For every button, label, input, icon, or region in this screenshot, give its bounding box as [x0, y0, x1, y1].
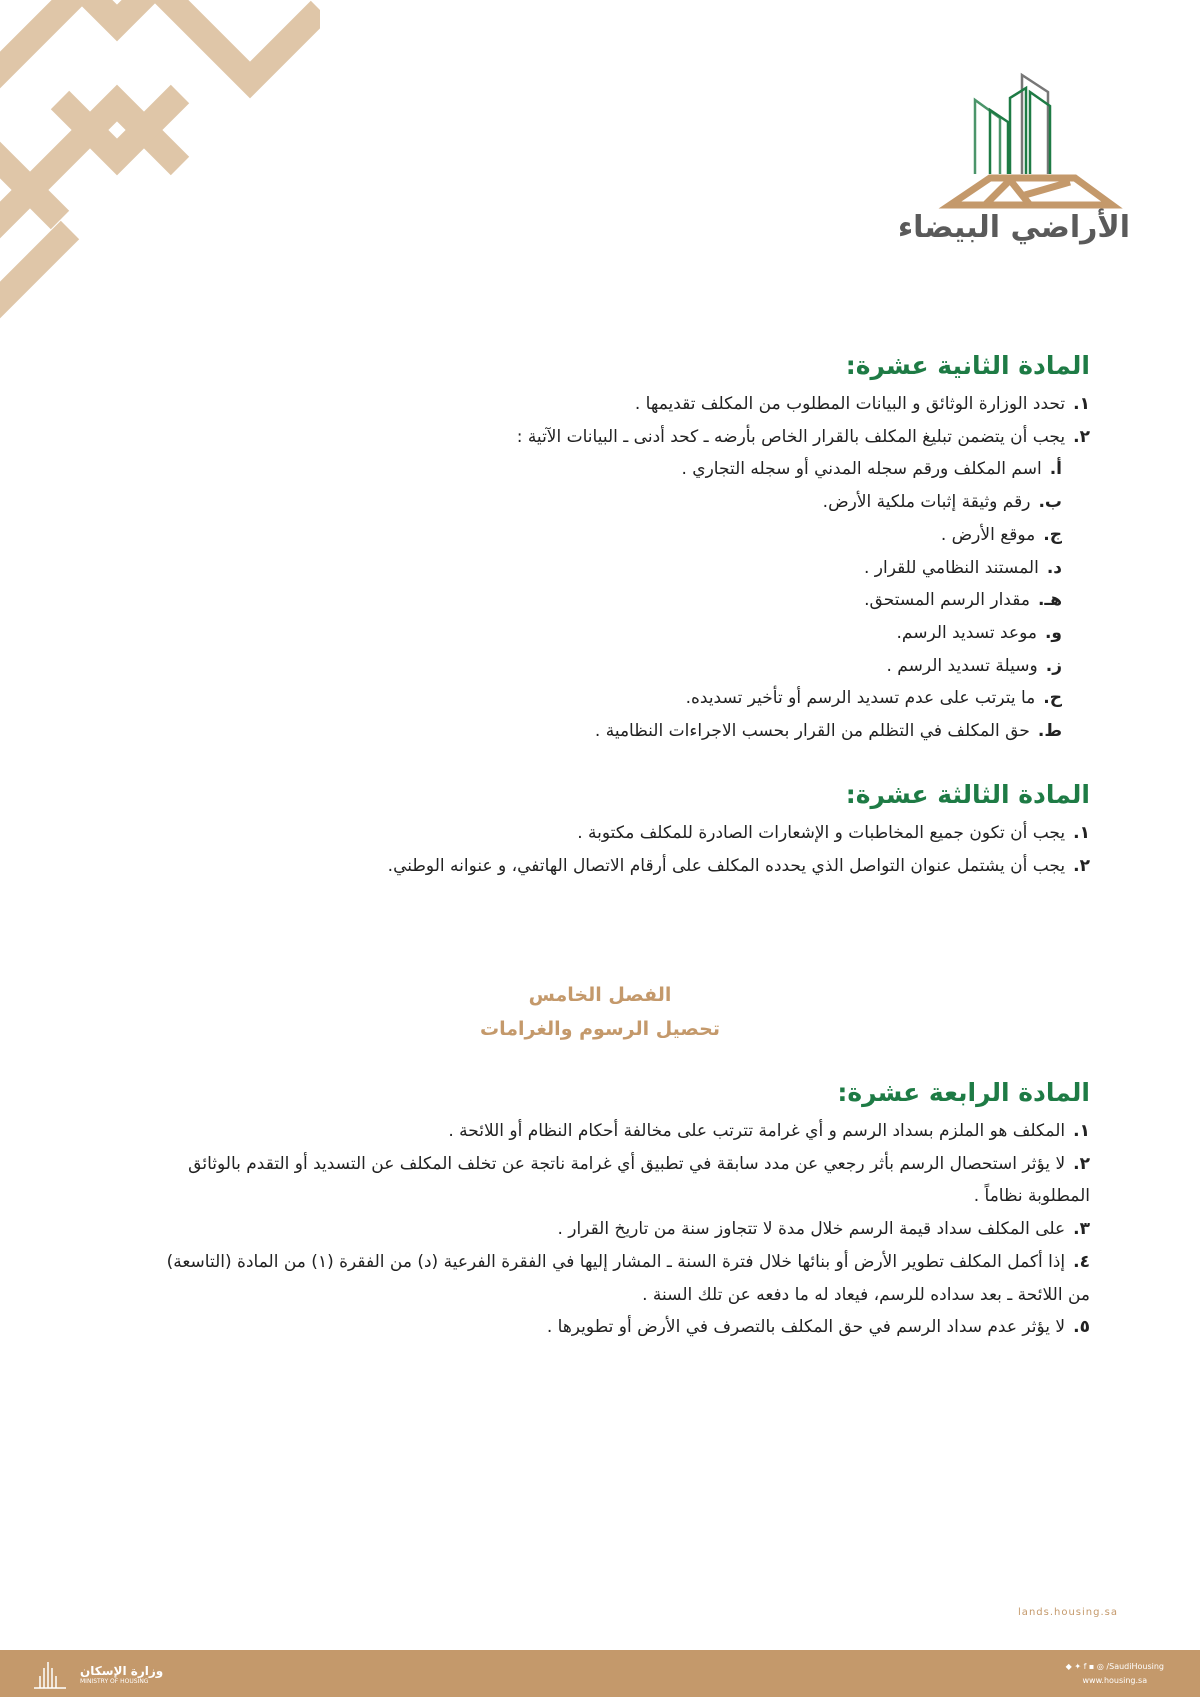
article-13 — [130, 777, 1090, 882]
item-text: يجب أن تكون جميع المخاطبات و الإشعارات الصادرة للمكلف مكتوبة . — [577, 823, 1066, 843]
item-text: يجب أن يتضمن تبليغ المكلف بالقرار الخاص بأرضه ـ كحد أدنى ـ البيانات الآتية : — [516, 426, 1066, 447]
ministry-logo-icon — [30, 1658, 70, 1690]
list-item — [130, 388, 1090, 421]
item-number: ٢. — [1073, 855, 1090, 876]
item-text: وسيلة تسديد الرسم . — [886, 655, 1038, 676]
item-text: موقع الأرض . — [940, 524, 1036, 545]
buildings-land-icon — [930, 70, 1130, 210]
item-text: المكلف هو الملزم بسداد الرسم و أي غرامة تترتب على مخالفة أحكام النظام أو اللائحة . — [448, 1121, 1066, 1141]
item-number: هـ. — [1037, 590, 1062, 611]
item-number: ز. — [1045, 655, 1062, 676]
item-number: ح. — [1043, 688, 1062, 709]
ministry-name-en: MINISTRY OF HOUSING — [80, 1678, 149, 1685]
item-number: و. — [1044, 622, 1062, 643]
sub-item — [130, 715, 1062, 748]
article-14-title: المادة الرابعة عشرة: — [837, 1078, 1090, 1107]
sub-item — [130, 453, 1062, 486]
sub-item — [130, 519, 1062, 552]
item-number: ب. — [1038, 492, 1062, 513]
decorative-diamond-pattern — [0, 0, 320, 330]
logo-text: الأراضي البيضاء — [897, 210, 1130, 245]
item-text: تحدد الوزارة الوثائق و البيانات المطلوب من المكلف تقديمها . — [634, 394, 1066, 414]
article-12-title: المادة الثانية عشرة: — [845, 351, 1090, 380]
item-number: د. — [1046, 557, 1062, 578]
item-number: ١. — [1073, 394, 1090, 414]
social-links — [1066, 1660, 1164, 1688]
item-number: ٣. — [1073, 1219, 1090, 1240]
item-text: المستند النظامي للقرار . — [863, 557, 1039, 578]
sub-item — [130, 584, 1062, 617]
item-number: أ. — [1049, 459, 1062, 480]
ministry-name — [80, 1664, 163, 1685]
item-number: ط. — [1037, 721, 1062, 742]
item-text: يجب أن يشتمل عنوان التواصل الذي يحدده المكلف على أرقام الاتصال الهاتفي، و عنوانه الوطني. — [387, 855, 1066, 876]
item-number: ٥. — [1073, 1317, 1090, 1338]
list-item — [150, 1115, 1090, 1148]
item-text: ما يترتب على عدم تسديد الرسم أو تأخير تسديده. — [685, 688, 1036, 709]
website-link[interactable]: lands.housing.sa — [1018, 1607, 1118, 1618]
article-13-title: المادة الثالثة عشرة: — [845, 780, 1090, 809]
item-number: ٢. — [1073, 1153, 1090, 1174]
item-text: رقم وثيقة إثبات ملكية الأرض. — [822, 492, 1031, 513]
list-item — [130, 421, 1090, 454]
footer-bar — [0, 1650, 1200, 1697]
list-item — [130, 817, 1090, 850]
sub-item — [130, 486, 1062, 519]
item-text: على المكلف سداد قيمة الرسم خلال مدة لا تتجاوز سنة من تاريخ القرار . — [557, 1219, 1066, 1240]
housing-website[interactable]: www.housing.sa — [1082, 1676, 1148, 1685]
ministry-name-ar: وزارة الإسكان — [80, 1664, 164, 1678]
item-text: لا يؤثر استحصال الرسم بأثر رجعي عن مدد سابقة في تطبيق أي غرامة ناتجة عن تخلف المكلف عن التسديد أو التقدم بالوثائق المطلوبة نظاماً . — [188, 1153, 1090, 1207]
list-item — [150, 1148, 1090, 1213]
list-item — [130, 850, 1090, 883]
sub-item — [130, 552, 1062, 585]
sub-item — [130, 617, 1062, 650]
item-text: إذا أكمل المكلف تطوير الأرض أو بنائها خلال فترة السنة ـ المشار إليها في الفقرة الفرعية (د) من الفقرة (١) من المادة (التاسعة) من اللائحة ـ بعد سداده للرسم، فيعاد له ما دفعه عن تلك السنة . — [166, 1251, 1090, 1305]
item-text: مقدار الرسم المستحق. — [864, 590, 1030, 611]
list-item — [150, 1311, 1090, 1344]
item-text: موعد تسديد الرسم. — [896, 622, 1037, 643]
chapter-title: الفصل الخامس — [528, 984, 672, 1006]
item-text: لا يؤثر عدم سداد الرسم في حق المكلف بالتصرف في الأرض أو تطويرها . — [546, 1317, 1066, 1338]
article-12 — [130, 348, 1090, 748]
social-handle[interactable]: /SaudiHousing — [1106, 1662, 1164, 1671]
chapter-subtitle: تحصيل الرسوم والغرامات — [480, 1018, 720, 1040]
social-icons[interactable]: ◆ ✦ f ▪ ◎ — [1065, 1662, 1107, 1671]
sub-list — [130, 453, 1090, 747]
item-number: ١. — [1073, 823, 1090, 843]
list-item — [150, 1246, 1090, 1311]
article-14 — [150, 1075, 1090, 1344]
sub-item — [130, 682, 1062, 715]
item-number: ٢. — [1073, 426, 1090, 447]
item-number: ج. — [1043, 524, 1062, 545]
item-number: ١. — [1073, 1121, 1090, 1141]
item-number: ٤. — [1073, 1251, 1090, 1272]
item-text: اسم المكلف ورقم سجله المدني أو سجله التجاري . — [681, 459, 1042, 480]
list-item — [150, 1213, 1090, 1246]
item-text: حق المكلف في التظلم من القرار بحسب الاجراءات النظامية . — [594, 721, 1030, 742]
sub-item — [130, 650, 1062, 683]
